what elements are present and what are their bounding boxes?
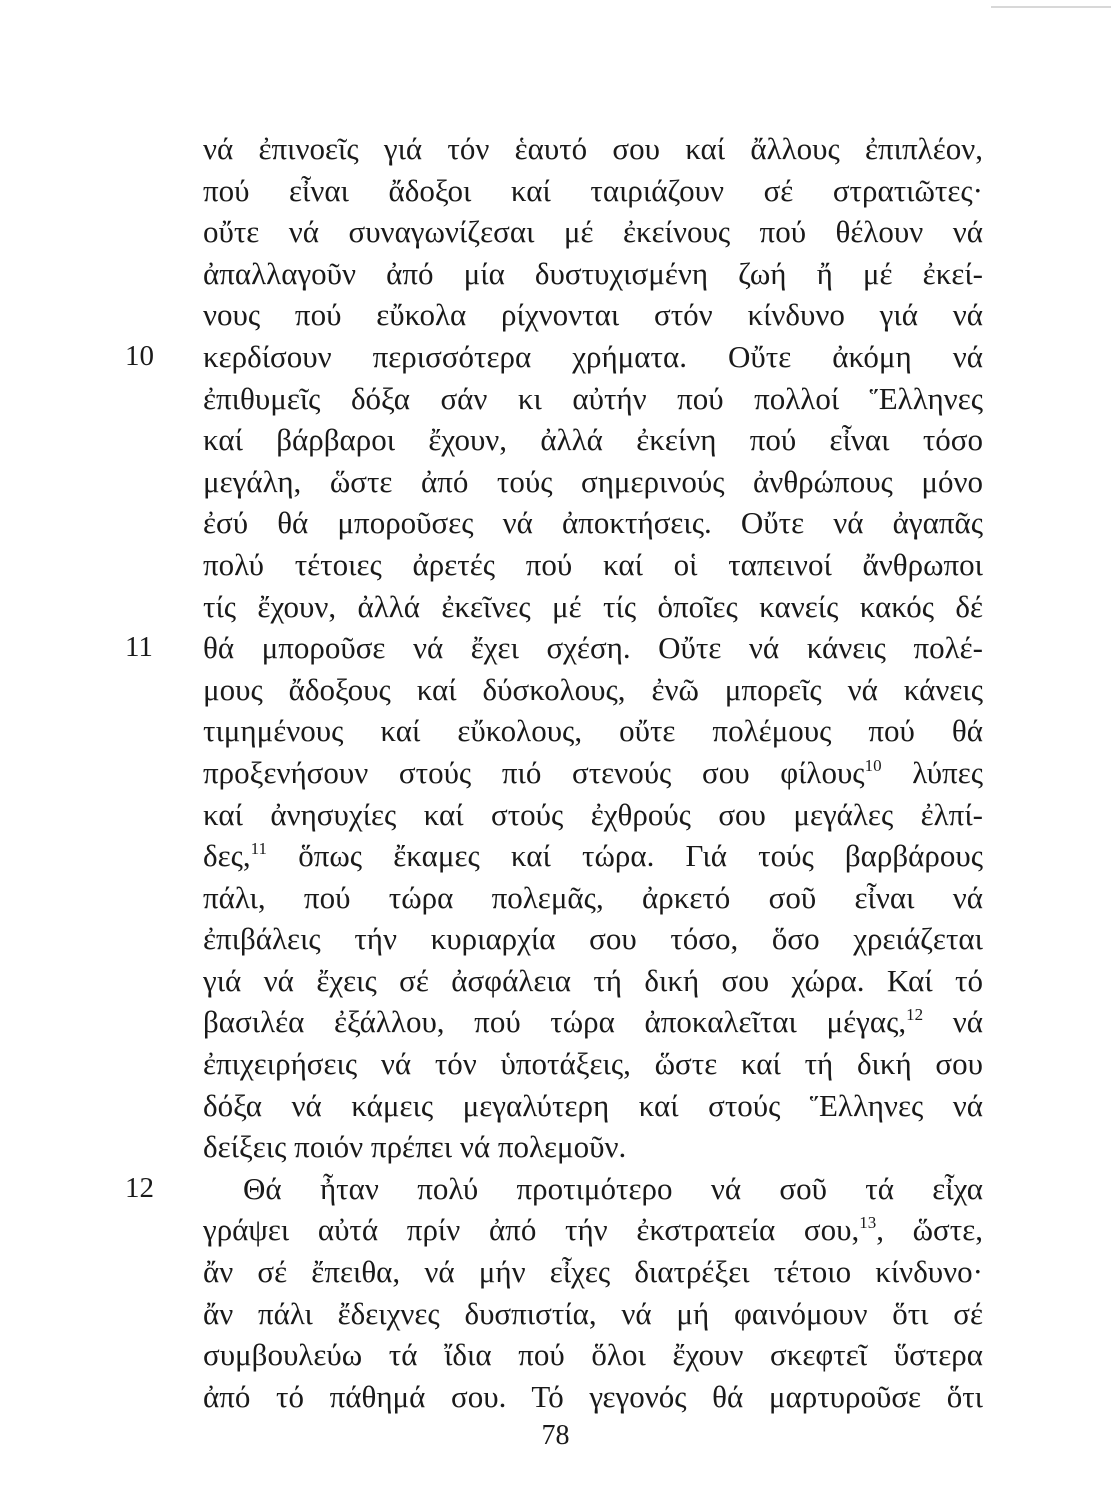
text-line — [203, 502, 983, 544]
line-content: δόξα νά κάμεις μεγαλύτερη καί στούς Ἕλληνες νά — [203, 1087, 983, 1123]
footnote-marker: 11 — [250, 839, 268, 859]
text-line — [203, 1126, 983, 1168]
line-content: πού εἶναι ἄδοξοι καί ταιριάζουν σέ στρατιῶτες· — [203, 172, 983, 208]
line-text-after-footnote: λύπες — [881, 754, 983, 790]
line-text-before-footnote: γράψει αὐτά πρίν ἀπό τήν ἐκστρατεία σου, — [203, 1212, 860, 1248]
text-line — [203, 794, 983, 836]
text-line — [203, 1334, 983, 1376]
line-content — [203, 1212, 983, 1247]
text-line — [203, 378, 983, 420]
line-content: κερδίσουν περισσότερα χρήματα. Οὔτε ἀκόμη νά — [203, 338, 983, 374]
text-line — [203, 669, 983, 711]
line-content: ἐπιχειρήσεις νά τόν ὑποτάξεις, ὥστε καί τή δική σου — [203, 1046, 983, 1082]
text-line — [203, 1043, 983, 1085]
text-line — [203, 294, 983, 336]
text-line — [203, 461, 983, 503]
text-line — [203, 1001, 983, 1043]
margin-section-number: 11 — [125, 631, 153, 664]
text-line — [203, 544, 983, 586]
text-line — [203, 211, 983, 253]
line-content: ἐπιθυμεῖς δόξα σάν κι αὐτήν πού πολλοί Ἕλληνες — [203, 380, 983, 416]
text-line — [203, 1209, 983, 1251]
line-content: ἀπαλλαγοῦν ἀπό μία δυστυχισμένη ζωή ἤ μέ ἐκεί- — [203, 255, 983, 291]
line-content: ἄν πάλι ἔδειχνες δυσπιστία, νά μή φαινόμουν ὅτι σέ — [203, 1295, 983, 1331]
line-content: τίς ἔχουν, ἀλλά ἐκεῖνες μέ τίς ὁποῖες κανείς κακός δέ — [203, 588, 983, 624]
text-line — [203, 586, 983, 628]
line-content: ἐσύ θά μποροῦσες νά ἀποκτήσεις. Οὔτε νά ἀγαπᾶς — [203, 505, 983, 541]
line-text-before-footnote: προξενήσουν στούς πιό στενούς σου φίλους — [203, 754, 865, 790]
text-line — [203, 1376, 983, 1418]
text-line — [125, 1168, 983, 1210]
line-content: ἀπό τό πάθημά σου. Τό γεγονός θά μαρτυροῦσε ὅτι — [203, 1378, 983, 1414]
line-content: καί βάρβαροι ἔχουν, ἀλλά ἐκείνη πού εἶναι τόσο — [203, 422, 983, 458]
line-text-after-footnote: ὅπως ἔκαμες καί τώρα. Γιά τούς βαρβάρους — [267, 838, 983, 874]
text-line — [203, 752, 983, 794]
margin-section-number: 10 — [125, 339, 154, 372]
text-line — [203, 128, 983, 170]
line-content: μους ἄδοξους καί δύσκολους, ἐνῶ μπορεῖς νά κάνεις — [203, 671, 983, 707]
line-content — [203, 1004, 983, 1039]
line-text-before-footnote: δες, — [203, 838, 251, 874]
line-content: καί ἀνησυχίες καί στούς ἐχθρούς σου μεγάλες ἐλπί- — [203, 796, 983, 832]
text-line — [125, 336, 983, 378]
line-content: ἄν σέ ἔπειθα, νά μήν εἶχες διατρέξει τέτοιο κίνδυνο· — [203, 1254, 983, 1290]
page-number: 78 — [541, 1420, 570, 1451]
text-line — [203, 1251, 983, 1293]
text-line — [203, 918, 983, 960]
line-content: νά ἐπινοεῖς γιά τόν ἑαυτό σου καί ἄλλους ἐπιπλέον, — [203, 131, 983, 166]
text-line — [203, 419, 983, 461]
line-content: τιμημένους καί εὔκολους, οὔτε πολέμους πού θά — [203, 713, 983, 749]
line-content: πολύ τέτοιες ἀρετές πού καί οἱ ταπεινοί ἄνθρωποι — [203, 546, 983, 582]
line-content: θά μποροῦσε νά ἔχει σχέση. Οὔτε νά κάνεις πολέ- — [203, 630, 983, 666]
footnote-marker: 13 — [859, 1213, 877, 1233]
page-body-text — [125, 128, 983, 1417]
line-text-after-footnote: νά — [923, 1004, 983, 1040]
text-line — [203, 877, 983, 919]
line-content — [203, 838, 983, 873]
line-text-before-footnote: βασιλέα ἐξάλλου, πού τώρα ἀποκαλεῖται μέγας, — [203, 1004, 907, 1040]
line-text-after-footnote: , ὥστε, — [876, 1212, 983, 1248]
line-content: ἐπιβάλεις τήν κυριαρχία σου τόσο, ὅσο χρειάζεται — [203, 921, 983, 957]
line-content: μεγάλη, ὥστε ἀπό τούς σημερινούς ἀνθρώπους μόνο — [203, 463, 983, 499]
line-content: δείξεις ποιόν πρέπει νά πολεμοῦν. — [203, 1129, 627, 1165]
text-line — [203, 1085, 983, 1127]
text-line — [125, 627, 983, 669]
line-content: πάλι, πού τώρα πολεμᾶς, ἀρκετό σοῦ εἶναι νά — [203, 879, 983, 915]
margin-section-number: 12 — [125, 1171, 154, 1204]
scan-edge-mark — [991, 0, 1111, 8]
text-line — [203, 710, 983, 752]
line-content: γιά νά ἔχεις σέ ἀσφάλεια τή δική σου χώρα. Καί τό — [203, 962, 983, 998]
line-content: οὔτε νά συναγωνίζεσαι μέ ἐκείνους πού θέλουν νά — [203, 214, 983, 250]
text-line — [203, 835, 983, 877]
text-line — [203, 170, 983, 212]
text-line — [203, 960, 983, 1002]
footnote-marker: 12 — [906, 1005, 924, 1025]
text-line — [203, 253, 983, 295]
text-line — [203, 1293, 983, 1335]
line-content: συμβουλεύω τά ἴδια πού ὅλοι ἔχουν σκεφτεῖ ὕστερα — [203, 1337, 983, 1373]
line-content: νους πού εὔκολα ρίχνονται στόν κίνδυνο γιά νά — [203, 297, 983, 333]
footnote-marker: 10 — [864, 755, 882, 775]
line-content — [203, 755, 983, 790]
line-content: Θά ἦταν πολύ προτιμότερο νά σοῦ τά εἶχα — [243, 1170, 983, 1206]
